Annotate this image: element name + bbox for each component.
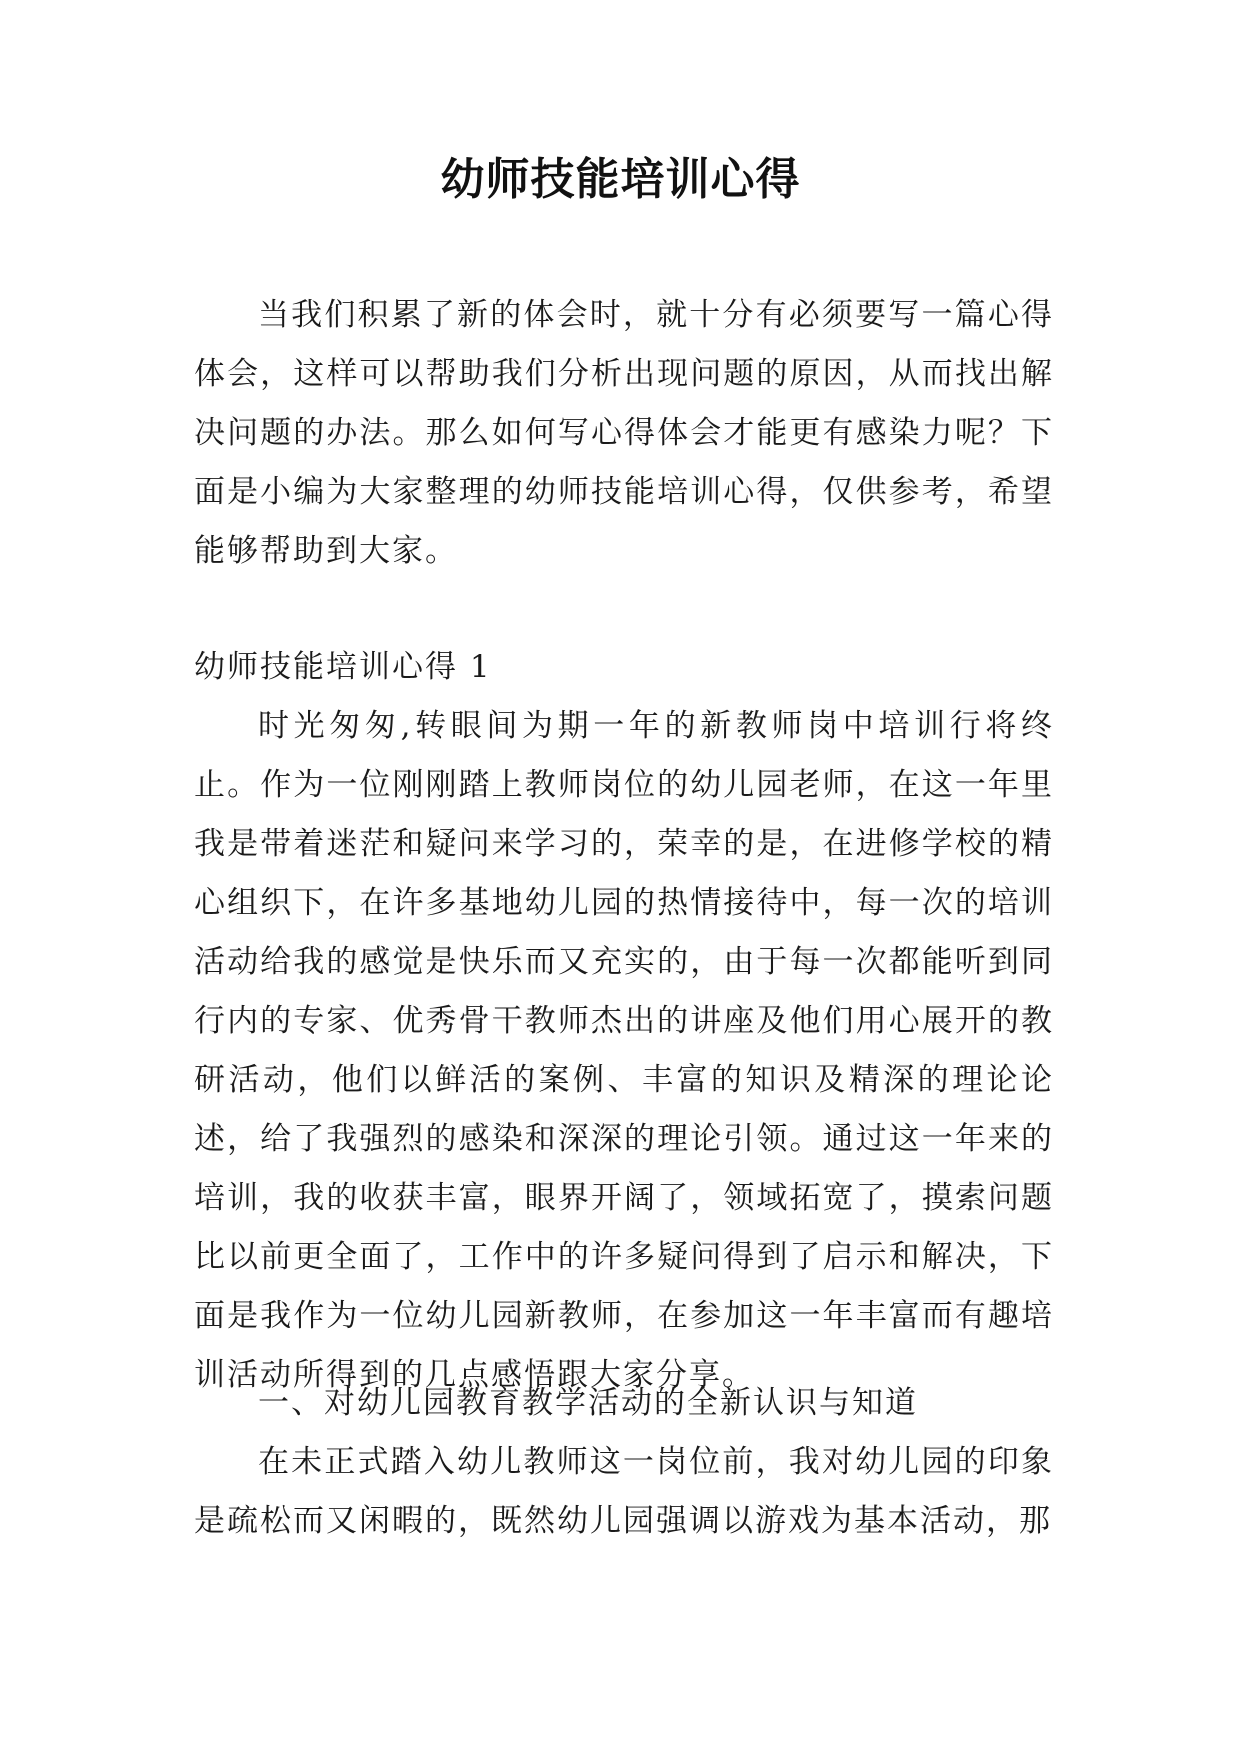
document-title: 幼师技能培训心得 bbox=[440, 154, 801, 205]
body-paragraph-2: 在未正式踏入幼儿教师这一岗位前，我对幼儿园的印象是疏松而又闲暇的，既然幼儿园强调以游戏为基本活动，那 bbox=[194, 1444, 1054, 1539]
subheading-1: 一、对幼儿园教育教学活动的全新认识与知道 bbox=[258, 1385, 918, 1421]
section-heading: 幼师技能培训心得 1 bbox=[194, 649, 492, 685]
intro-paragraph: 当我们积累了新的体会时，就十分有必须要写一篇心得体会，这样可以帮助我们分析出现问题的原因，从而找出解决问题的办法。那么如何写心得体会才能更有感染力呢？下面是小编为大家整理的幼师技能培训心得，仅供参考，希望能够帮助到大家。 bbox=[194, 297, 1054, 569]
body-paragraph-1: 时光匆匆,转眼间为期一年的新教师岗中培训行将终止。作为一位刚刚踏上教师岗位的幼儿园老师，在这一年里我是带着迷茫和疑问来学习的，荣幸的是，在进修学校的精心组织下，在许多基地幼儿园的热情接待中，每一次的培训活动给我的感觉是快乐而又充实的，由于每一次都能听到同行内的专家、优秀骨干教师杰出的讲座及他们用心展开的教研活动，他们以鲜活的案例、丰富的知识及精深的理论论述，给了我强烈的感染和深深的理论引领。通过这一年来的培训，我的收获丰富，眼界开阔了，领域拓宽了，摸索问题比以前更全面了，工作中的许多疑问得到了启示和解决，下面是我作为一位幼儿园新教师，在参加这一年丰富而有趣培训活动所得到的几点感悟跟大家分享。 bbox=[194, 708, 1054, 1393]
